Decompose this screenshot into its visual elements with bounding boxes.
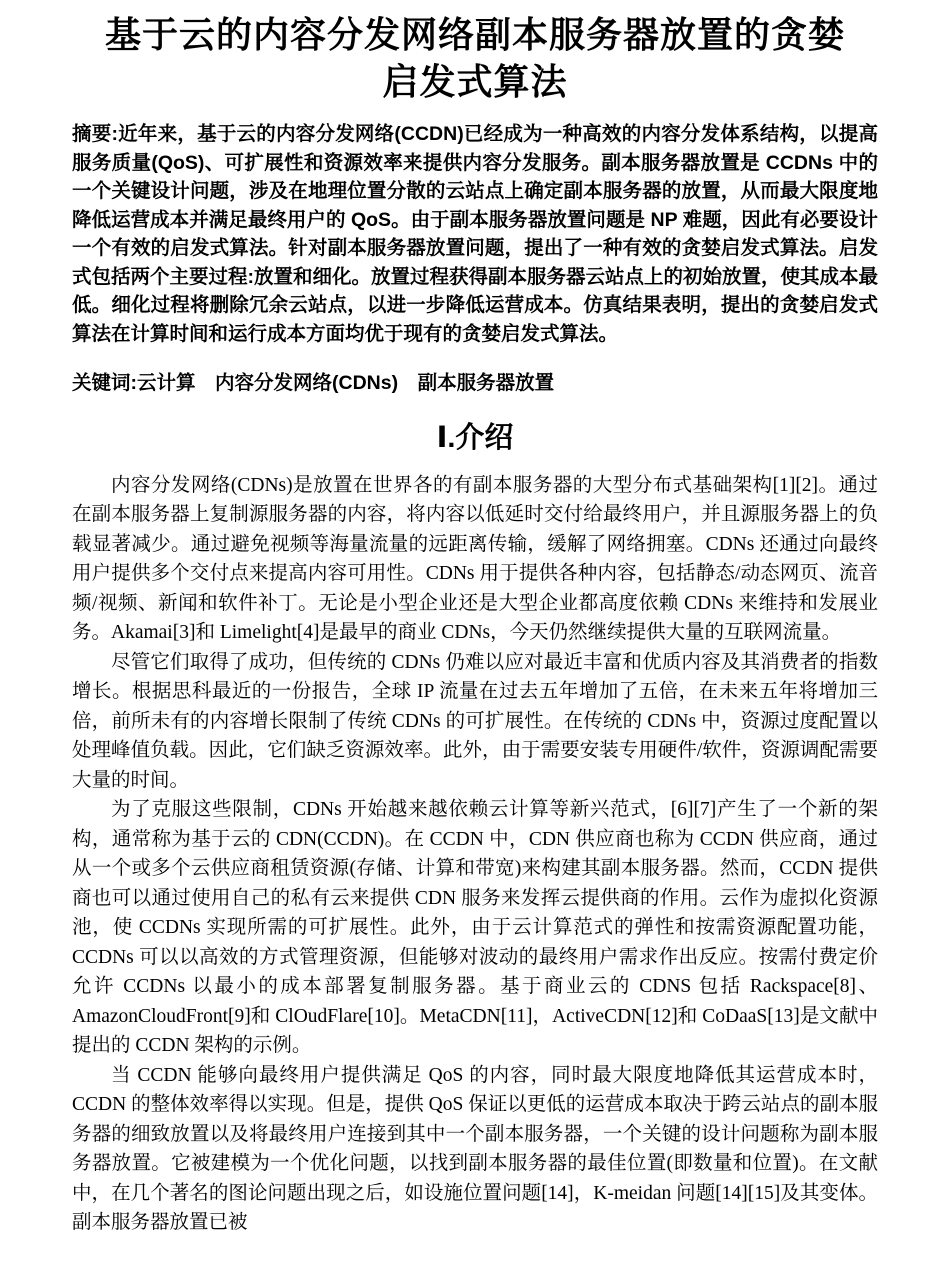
keywords-label: 关键词:	[72, 372, 137, 394]
intro-paragraph-3: 为了克服这些限制，CDNs 开始越来越依赖云计算等新兴范式，[6][7]产生了一个新的架构，通常称为基于云的 CDN(CCDN)。在 CCDN 中，CDN 供应商也称为 CCDN 供应商，通过从一个或多个云供应商租赁资源(存储、计算和带宽)来构建其副本服务器。然而，CCDN 提供商也可以通过使用自己的私有云来提供 CDN 服务来发挥云提供商的作用。云作为虚拟化资源池，使 CCDNs 实现所需的可扩展性。此外，由于云计算范式的弹性和按需资源配置功能，CCDNs 可以以高效的方式管理资源，但能够对波动的最终用户需求作出反应。按需付费定价允许 CCDNs 以最小的成本部署复制服务器。基于商业云的 CDNS 包括 Rackspace[8]、AmazonCloudFront[9]和 ClOudFlare[10]。MetaCDN[11]，ActiveCDN[12]和 CoDaaS[13]是文献中提出的 CCDN 架构的示例。	[72, 799, 878, 1056]
keywords-line	[72, 369, 878, 398]
paper-title-line-1: 基于云的内容分发网络副本服务器放置的贪婪	[104, 15, 845, 55]
paper-title	[72, 12, 878, 106]
intro-paragraph-4: 当 CCDN 能够向最终用户提供满足 QoS 的内容，同时最大限度地降低其运营成本时，CCDN 的整体效率得以实现。但是，提供 QoS 保证以更低的运营成本取决于跨云站点的副本服务器的细致放置以及将最终用户连接到其中一个副本服务器，一个关键的设计问题称为副本服务器放置。它被建模为一个优化问题，以找到副本服务器的最佳位置(即数量和位置)。在文献中，在几个著名的图论问题出现之后，如设施位置问题[14]，K-meidan 问题[14][15]及其变体。副本服务器放置已被	[72, 1064, 878, 1233]
paper-title-line-2: 启发式算法	[382, 62, 568, 102]
abstract-paragraph	[72, 120, 878, 348]
abstract-text: 近年来，基于云的内容分发网络(CCDN)已经成为一种高效的内容分发体系结构，以提高服务质量(QoS)、可扩展性和资源效率来提供内容分发服务。副本服务器放置是 CCDNs 中的一个关键设计问题，涉及在地理位置分散的云站点上确定副本服务器的放置，从而最大限度地降低运营成本并满足最终用户的 QoS。由于副本服务器放置问题是 NP 难题，因此有必要设计一个有效的启发式算法。针对副本服务器放置问题，提出了一种有效的贪婪启发式算法。启发式包括两个主要过程:放置和细化。放置过程获得副本服务器云站点上的初始放置，使其成本最低。细化过程将删除冗余云站点，以进一步降低运营成本。仿真结果表明，提出的贪婪启发式算法在计算时间和运行成本方面均优于现有的贪婪启发式算法。	[72, 123, 878, 345]
section-heading-introduction: Ⅰ.介绍	[436, 421, 514, 454]
intro-paragraph-2: 尽管它们取得了成功，但传统的 CDNs 仍难以应对最近丰富和优质内容及其消费者的指数增长。根据思科最近的一份报告，全球 IP 流量在过去五年增加了五倍，在未来五年将增加三倍，前所未有的内容增长限制了传统 CDNs 的可扩展性。在传统的 CDNs 中，资源过度配置以处理峰值负载。因此，它们缺乏资源效率。此外，由于需要安装专用硬件/软件，资源调配需要大量的时间。	[72, 651, 878, 791]
intro-paragraph-1: 内容分发网络(CDNs)是放置在世界各的有副本服务器的大型分布式基础架构[1][2]。通过在副本服务器上复制源服务器的内容，将内容以低延时交付给最终用户，并且源服务器上的负载显著减少。通过避免视频等海量流量的远距离传输，缓解了网络拥塞。CDNs 还通过向最终用户提供多个交付点来提高内容可用性。CDNs 用于提供各种内容，包括静态/动态网页、流音频/视频、新闻和软件补丁。无论是小型企业还是大型企业都高度依赖 CDNs 来维持和发展业务。Akamai[3]和 Limelight[4]是最早的商业 CDNs，今天仍然继续提供大量的互联网流量。	[72, 474, 878, 643]
abstract-label: 摘要:	[72, 123, 118, 145]
introduction-body	[72, 471, 878, 1238]
keywords-text: 云计算 内容分发网络(CDNs) 副本服务器放置	[137, 372, 555, 394]
